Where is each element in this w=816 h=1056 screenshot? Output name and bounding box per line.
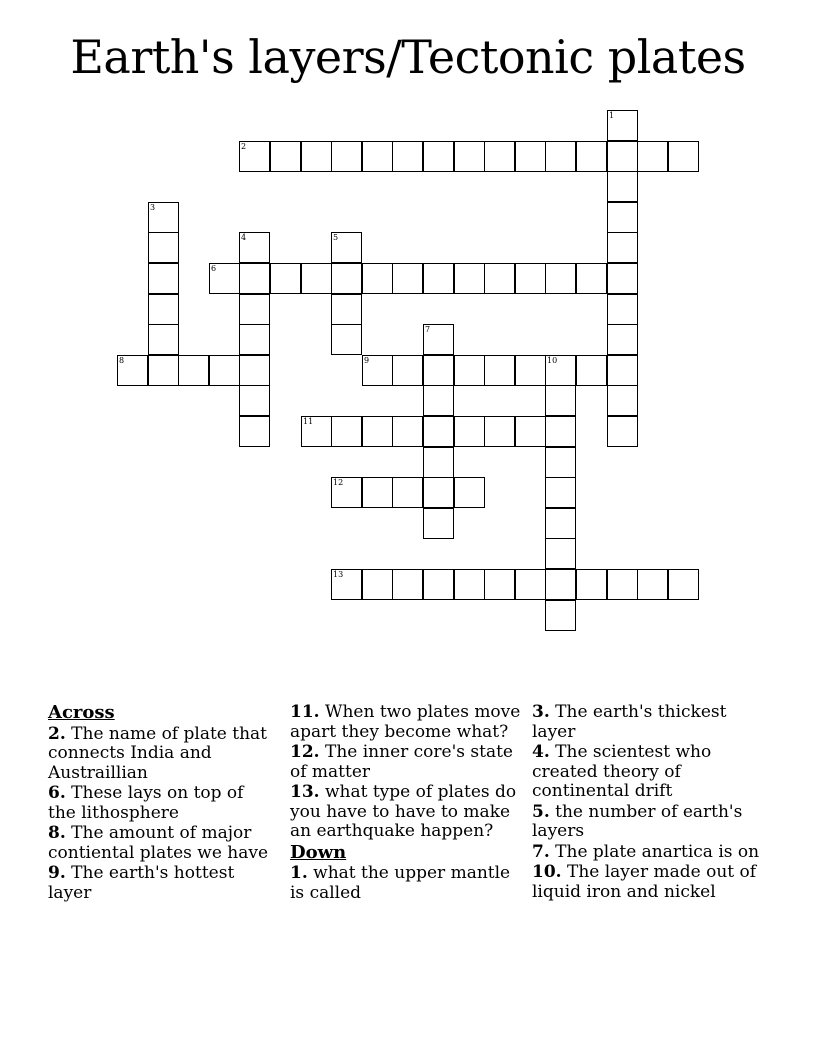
grid-cell[interactable] [545, 385, 576, 416]
cell-number: 5 [333, 233, 339, 242]
grid-cell[interactable] [607, 232, 638, 263]
grid-cell[interactable] [239, 385, 270, 416]
clue-number: 7. [532, 841, 550, 862]
grid-cell[interactable] [392, 263, 423, 294]
grid-cell[interactable] [331, 569, 362, 600]
grid-cell[interactable] [239, 294, 270, 325]
grid-cell[interactable] [607, 416, 638, 447]
grid-cell[interactable] [545, 416, 576, 447]
grid-cell[interactable] [148, 202, 179, 233]
grid-cell[interactable] [515, 416, 546, 447]
grid-cell[interactable] [148, 324, 179, 355]
clue-text: The plate anartica is on [555, 841, 760, 862]
grid-cell[interactable] [331, 141, 362, 172]
grid-cell[interactable] [423, 508, 454, 539]
grid-cell[interactable] [484, 263, 515, 294]
clue-text: The earth's thickest layer [532, 702, 727, 742]
grid-cell[interactable] [209, 355, 240, 386]
cell-number: 12 [333, 478, 344, 487]
grid-cell[interactable] [545, 447, 576, 478]
grid-cell[interactable] [515, 141, 546, 172]
grid-cell[interactable] [607, 294, 638, 325]
grid-cell[interactable] [362, 416, 393, 447]
clue-number: 6. [48, 783, 66, 803]
grid-cell[interactable] [423, 447, 454, 478]
clue-across-12 [290, 743, 522, 782]
across-heading: Across [48, 702, 115, 723]
clue-number: 12. [290, 742, 320, 762]
clue-number: 13. [290, 782, 320, 802]
grid-cell[interactable] [362, 477, 393, 508]
grid-cell[interactable] [545, 263, 576, 294]
grid-cell[interactable] [423, 141, 454, 172]
grid-cell[interactable] [423, 355, 454, 386]
clue-text: The inner core's state of matter [290, 742, 513, 782]
grid-cell[interactable] [148, 294, 179, 325]
grid-cell[interactable] [668, 141, 699, 172]
cell-number: 3 [150, 203, 156, 212]
clue-column-2 [290, 703, 522, 904]
grid-cell[interactable] [607, 202, 638, 233]
clue-across-8 [48, 824, 276, 863]
grid-cell[interactable] [331, 232, 362, 263]
grid-cell[interactable] [423, 263, 454, 294]
grid-cell[interactable] [545, 477, 576, 508]
clue-number: 9. [48, 863, 66, 883]
grid-cell[interactable] [576, 355, 607, 386]
clue-across-11 [290, 703, 522, 742]
grid-cell[interactable] [423, 324, 454, 355]
grid-cell[interactable] [239, 141, 270, 172]
clue-text: These lays on top of the lithosphere [48, 783, 244, 823]
clue-number: 11. [290, 702, 320, 722]
clue-number: 2. [48, 723, 66, 744]
grid-cell[interactable] [270, 141, 301, 172]
cell-number: 11 [303, 417, 314, 426]
cell-number: 9 [364, 356, 370, 365]
grid-cell[interactable] [301, 141, 332, 172]
grid-cell[interactable] [392, 355, 423, 386]
grid-cell[interactable] [515, 569, 546, 600]
grid-cell[interactable] [484, 569, 515, 600]
cell-number: 8 [119, 356, 125, 365]
grid-cell[interactable] [607, 141, 638, 172]
grid-cell[interactable] [607, 324, 638, 355]
grid-cell[interactable] [362, 569, 393, 600]
grid-cell[interactable] [607, 569, 638, 600]
clue-number: 8. [48, 823, 66, 843]
grid-cell[interactable] [423, 569, 454, 600]
grid-cell[interactable] [117, 355, 148, 386]
grid-cell[interactable] [362, 141, 393, 172]
clue-down-4 [532, 743, 764, 802]
clue-text: what the upper mantle is called [290, 863, 511, 903]
grid-cell[interactable] [423, 477, 454, 508]
clue-text: When two plates move apart they become what? [290, 702, 521, 742]
cell-number: 1 [609, 111, 615, 120]
grid-cell[interactable] [484, 416, 515, 447]
grid-cell[interactable] [545, 355, 576, 386]
clue-down-7 [532, 843, 764, 863]
cell-number: 13 [333, 570, 344, 579]
grid-cell[interactable] [545, 538, 576, 569]
clue-number: 1. [290, 863, 308, 883]
grid-cell[interactable] [239, 416, 270, 447]
grid-cell[interactable] [331, 324, 362, 355]
page-title: Earth's layers/Tectonic plates [70, 30, 746, 84]
clue-across-6 [48, 784, 276, 823]
grid-cell[interactable] [331, 416, 362, 447]
grid-cell[interactable] [362, 263, 393, 294]
grid-cell[interactable] [607, 385, 638, 416]
clue-down-3 [532, 703, 764, 742]
grid-cell[interactable] [392, 141, 423, 172]
grid-cell[interactable] [576, 263, 607, 294]
clue-text: what type of plates do you have to have to make an earthquake happen? [290, 782, 517, 841]
clue-across-13 [290, 783, 522, 842]
clue-text: The amount of major contiental plates we have [48, 823, 269, 863]
grid-cell[interactable] [148, 355, 179, 386]
grid-cell[interactable] [545, 600, 576, 631]
grid-cell[interactable] [576, 141, 607, 172]
grid-cell[interactable] [270, 263, 301, 294]
grid-cell[interactable] [454, 416, 485, 447]
grid-cell[interactable] [454, 477, 485, 508]
grid-cell[interactable] [545, 141, 576, 172]
grid-cell[interactable] [331, 477, 362, 508]
grid-cell[interactable] [362, 355, 393, 386]
clue-down-1 [290, 864, 522, 903]
grid-cell[interactable] [239, 263, 270, 294]
grid-cell[interactable] [148, 232, 179, 263]
down-heading: Down [290, 841, 347, 863]
grid-cell[interactable] [301, 263, 332, 294]
grid-cell[interactable] [454, 141, 485, 172]
grid-cell[interactable] [607, 110, 638, 141]
grid-cell[interactable] [331, 294, 362, 325]
grid-cell[interactable] [668, 569, 699, 600]
grid-cell[interactable] [301, 416, 332, 447]
cell-number: 4 [241, 233, 247, 242]
clue-text: The layer made out of liquid iron and nickel [532, 862, 757, 902]
clue-text: The scientest who created theory of continental drift [532, 742, 712, 801]
grid-cell[interactable] [637, 569, 668, 600]
clue-down-10 [532, 863, 764, 902]
clue-down-5 [532, 803, 764, 842]
grid-cell[interactable] [392, 569, 423, 600]
grid-cell[interactable] [454, 263, 485, 294]
grid-cell[interactable] [392, 477, 423, 508]
grid-cell[interactable] [607, 263, 638, 294]
grid-cell[interactable] [484, 141, 515, 172]
clue-number: 3. [532, 702, 550, 722]
grid-cell[interactable] [239, 355, 270, 386]
grid-cell[interactable] [454, 355, 485, 386]
grid-cell[interactable] [178, 355, 209, 386]
clue-text: the number of earth's layers [532, 801, 743, 841]
clue-column-3 [532, 703, 764, 903]
clue-number: 4. [532, 742, 550, 762]
grid-cell[interactable] [545, 508, 576, 539]
clue-number: 5. [532, 801, 550, 822]
grid-cell[interactable] [239, 232, 270, 263]
grid-cell[interactable] [423, 385, 454, 416]
clue-text: The earth's hottest layer [48, 863, 235, 903]
grid-cell[interactable] [515, 355, 546, 386]
cell-number: 6 [211, 264, 217, 273]
grid-cell[interactable] [209, 263, 240, 294]
cell-number: 10 [547, 356, 558, 365]
grid-cell[interactable] [392, 416, 423, 447]
grid-cell[interactable] [148, 263, 179, 294]
clue-number: 10. [532, 862, 562, 882]
clue-column-1 [48, 703, 276, 904]
grid-cell[interactable] [576, 569, 607, 600]
grid-cell[interactable] [607, 171, 638, 202]
grid-cell[interactable] [423, 416, 454, 447]
grid-cell[interactable] [239, 324, 270, 355]
grid-cell[interactable] [515, 263, 546, 294]
clue-across-2 [48, 725, 276, 784]
clue-text: The name of plate that connects India and Austraillian [48, 723, 268, 783]
cell-number: 2 [241, 142, 247, 151]
cell-number: 7 [425, 325, 431, 334]
grid-cell[interactable] [545, 569, 576, 600]
grid-cell[interactable] [607, 355, 638, 386]
grid-cell[interactable] [454, 569, 485, 600]
grid-cell[interactable] [331, 263, 362, 294]
grid-cell[interactable] [484, 355, 515, 386]
clue-across-9 [48, 864, 276, 903]
grid-cell[interactable] [637, 141, 668, 172]
